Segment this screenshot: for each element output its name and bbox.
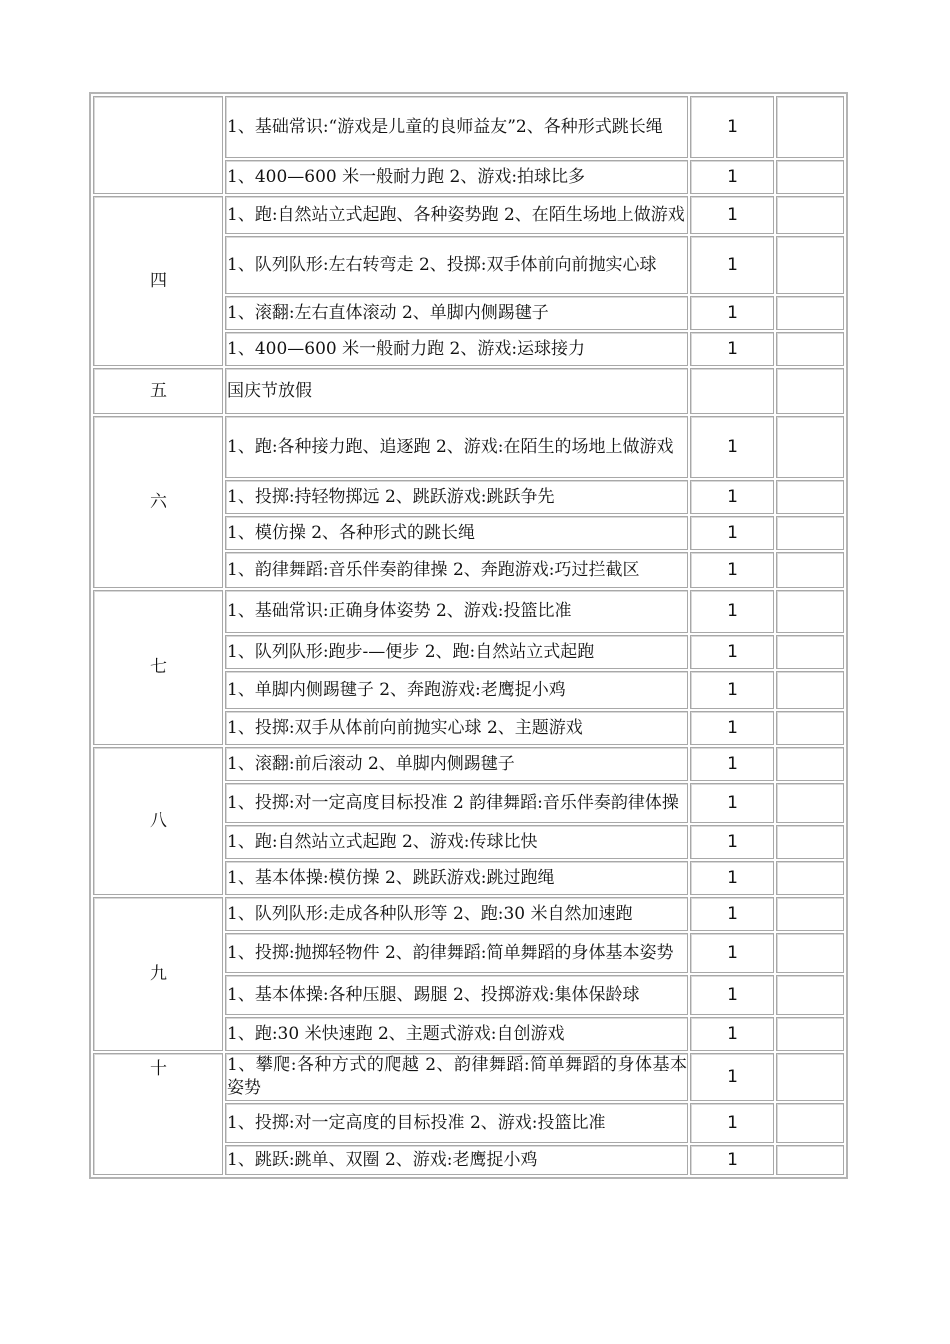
content-cell: 1、投掷:对一定高度目标投准 2 韵律舞蹈:音乐伴奏韵律体操 — [225, 783, 688, 823]
week-cell: 五 — [93, 368, 223, 414]
week-cell: 四 — [93, 196, 223, 366]
week-cell: 八 — [93, 747, 223, 895]
hours-cell: 1 — [690, 1103, 774, 1143]
note-cell — [776, 590, 844, 633]
hours-cell: 1 — [690, 1017, 774, 1051]
note-cell — [776, 516, 844, 550]
note-cell — [776, 975, 844, 1015]
week-cell: 十 — [93, 1053, 223, 1175]
hours-cell: 1 — [690, 975, 774, 1015]
table-row — [93, 1053, 844, 1101]
hours-cell: 1 — [690, 480, 774, 514]
content-cell: 1、投掷:持轻物掷远 2、跳跃游戏:跳跃争先 — [225, 480, 688, 514]
content-cell: 1、投掷:抛掷轻物件 2、韵律舞蹈:简单舞蹈的身体基本姿势 — [225, 933, 688, 973]
note-cell — [776, 825, 844, 859]
week-cell — [93, 96, 223, 194]
content-cell: 1、跑:30 米快速跑 2、主题式游戏:自创游戏 — [225, 1017, 688, 1051]
note-cell — [776, 711, 844, 745]
note-cell — [776, 296, 844, 330]
content-cell: 1、400—600 米一般耐力跑 2、游戏:拍球比多 — [225, 160, 688, 194]
content-cell: 1、跳跃:跳单、双圈 2、游戏:老鹰捉小鸡 — [225, 1145, 688, 1175]
hours-cell: 1 — [690, 96, 774, 158]
week-cell: 六 — [93, 416, 223, 588]
content-cell: 1、韵律舞蹈:音乐伴奏韵律操 2、奔跑游戏:巧过拦截区 — [225, 552, 688, 588]
content-cell: 1、攀爬:各种方式的爬越 2、韵律舞蹈:简单舞蹈的身体基本姿势 — [225, 1053, 688, 1101]
content-cell: 1、基本体操:各种压腿、踢腿 2、投掷游戏:集体保龄球 — [225, 975, 688, 1015]
hours-cell: 1 — [690, 783, 774, 823]
note-cell — [776, 1103, 844, 1143]
hours-cell: 1 — [690, 416, 774, 478]
note-cell — [776, 747, 844, 781]
hours-cell: 1 — [690, 1145, 774, 1175]
table-row — [93, 96, 844, 158]
note-cell — [776, 416, 844, 478]
note-cell — [776, 1145, 844, 1175]
hours-cell: 1 — [690, 196, 774, 234]
content-cell: 1、基础常识:正确身体姿势 2、游戏:投篮比准 — [225, 590, 688, 633]
note-cell — [776, 783, 844, 823]
content-cell: 1、400—600 米一般耐力跑 2、游戏:运球接力 — [225, 332, 688, 366]
note-cell — [776, 332, 844, 366]
hours-cell: 1 — [690, 671, 774, 709]
content-cell: 1、滚翻:前后滚动 2、单脚内侧踢毽子 — [225, 747, 688, 781]
hours-cell: 1 — [690, 711, 774, 745]
hours-cell: 1 — [690, 296, 774, 330]
week-cell: 七 — [93, 590, 223, 745]
hours-cell: 1 — [690, 590, 774, 633]
table-row — [93, 747, 844, 781]
content-cell: 1、跑:自然站立式起跑 2、游戏:传球比快 — [225, 825, 688, 859]
table-row — [93, 368, 844, 414]
content-cell: 1、基础常识:“游戏是儿童的良师益友”2、各种形式跳长绳 — [225, 96, 688, 158]
hours-cell: 1 — [690, 747, 774, 781]
table-row — [93, 590, 844, 633]
note-cell — [776, 236, 844, 294]
hours-cell: 1 — [690, 332, 774, 366]
hours-cell: 1 — [690, 236, 774, 294]
content-cell: 1、基本体操:模仿操 2、跳跃游戏:跳过跑绳 — [225, 861, 688, 895]
note-cell — [776, 671, 844, 709]
lesson-plan-table — [89, 92, 848, 1179]
note-cell — [776, 552, 844, 588]
note-cell — [776, 861, 844, 895]
note-cell — [776, 635, 844, 669]
note-cell — [776, 1017, 844, 1051]
content-cell: 1、滚翻:左右直体滚动 2、单脚内侧踢毽子 — [225, 296, 688, 330]
lesson-plan-sheet — [89, 92, 846, 1179]
content-cell: 1、跑:自然站立式起跑、各种姿势跑 2、在陌生场地上做游戏 — [225, 196, 688, 234]
content-cell: 1、投掷:对一定高度的目标投准 2、游戏:投篮比准 — [225, 1103, 688, 1143]
note-cell — [776, 933, 844, 973]
note-cell — [776, 196, 844, 234]
table-row — [93, 416, 844, 478]
note-cell — [776, 480, 844, 514]
hours-cell: 1 — [690, 160, 774, 194]
note-cell — [776, 368, 844, 414]
content-cell: 1、队列队形:左右转弯走 2、投掷:双手体前向前抛实心球 — [225, 236, 688, 294]
week-cell: 九 — [93, 897, 223, 1051]
table-row — [93, 897, 844, 931]
hours-cell: 1 — [690, 635, 774, 669]
note-cell — [776, 160, 844, 194]
hours-cell: 1 — [690, 516, 774, 550]
hours-cell: 1 — [690, 861, 774, 895]
content-cell: 国庆节放假 — [225, 368, 688, 414]
hours-cell: 1 — [690, 552, 774, 588]
table-row — [93, 196, 844, 234]
note-cell — [776, 897, 844, 931]
content-cell: 1、跑:各种接力跑、追逐跑 2、游戏:在陌生的场地上做游戏 — [225, 416, 688, 478]
note-cell — [776, 96, 844, 158]
content-cell: 1、单脚内侧踢毽子 2、奔跑游戏:老鹰捉小鸡 — [225, 671, 688, 709]
lesson-plan-body — [93, 96, 844, 1175]
hours-cell: 1 — [690, 897, 774, 931]
note-cell — [776, 1053, 844, 1101]
hours-cell — [690, 368, 774, 414]
hours-cell: 1 — [690, 825, 774, 859]
content-cell: 1、模仿操 2、各种形式的跳长绳 — [225, 516, 688, 550]
hours-cell: 1 — [690, 933, 774, 973]
content-cell: 1、队列队形:走成各种队形等 2、跑:30 米自然加速跑 — [225, 897, 688, 931]
hours-cell: 1 — [690, 1053, 774, 1101]
content-cell: 1、队列队形:跑步-—便步 2、跑:自然站立式起跑 — [225, 635, 688, 669]
content-cell: 1、投掷:双手从体前向前抛实心球 2、主题游戏 — [225, 711, 688, 745]
